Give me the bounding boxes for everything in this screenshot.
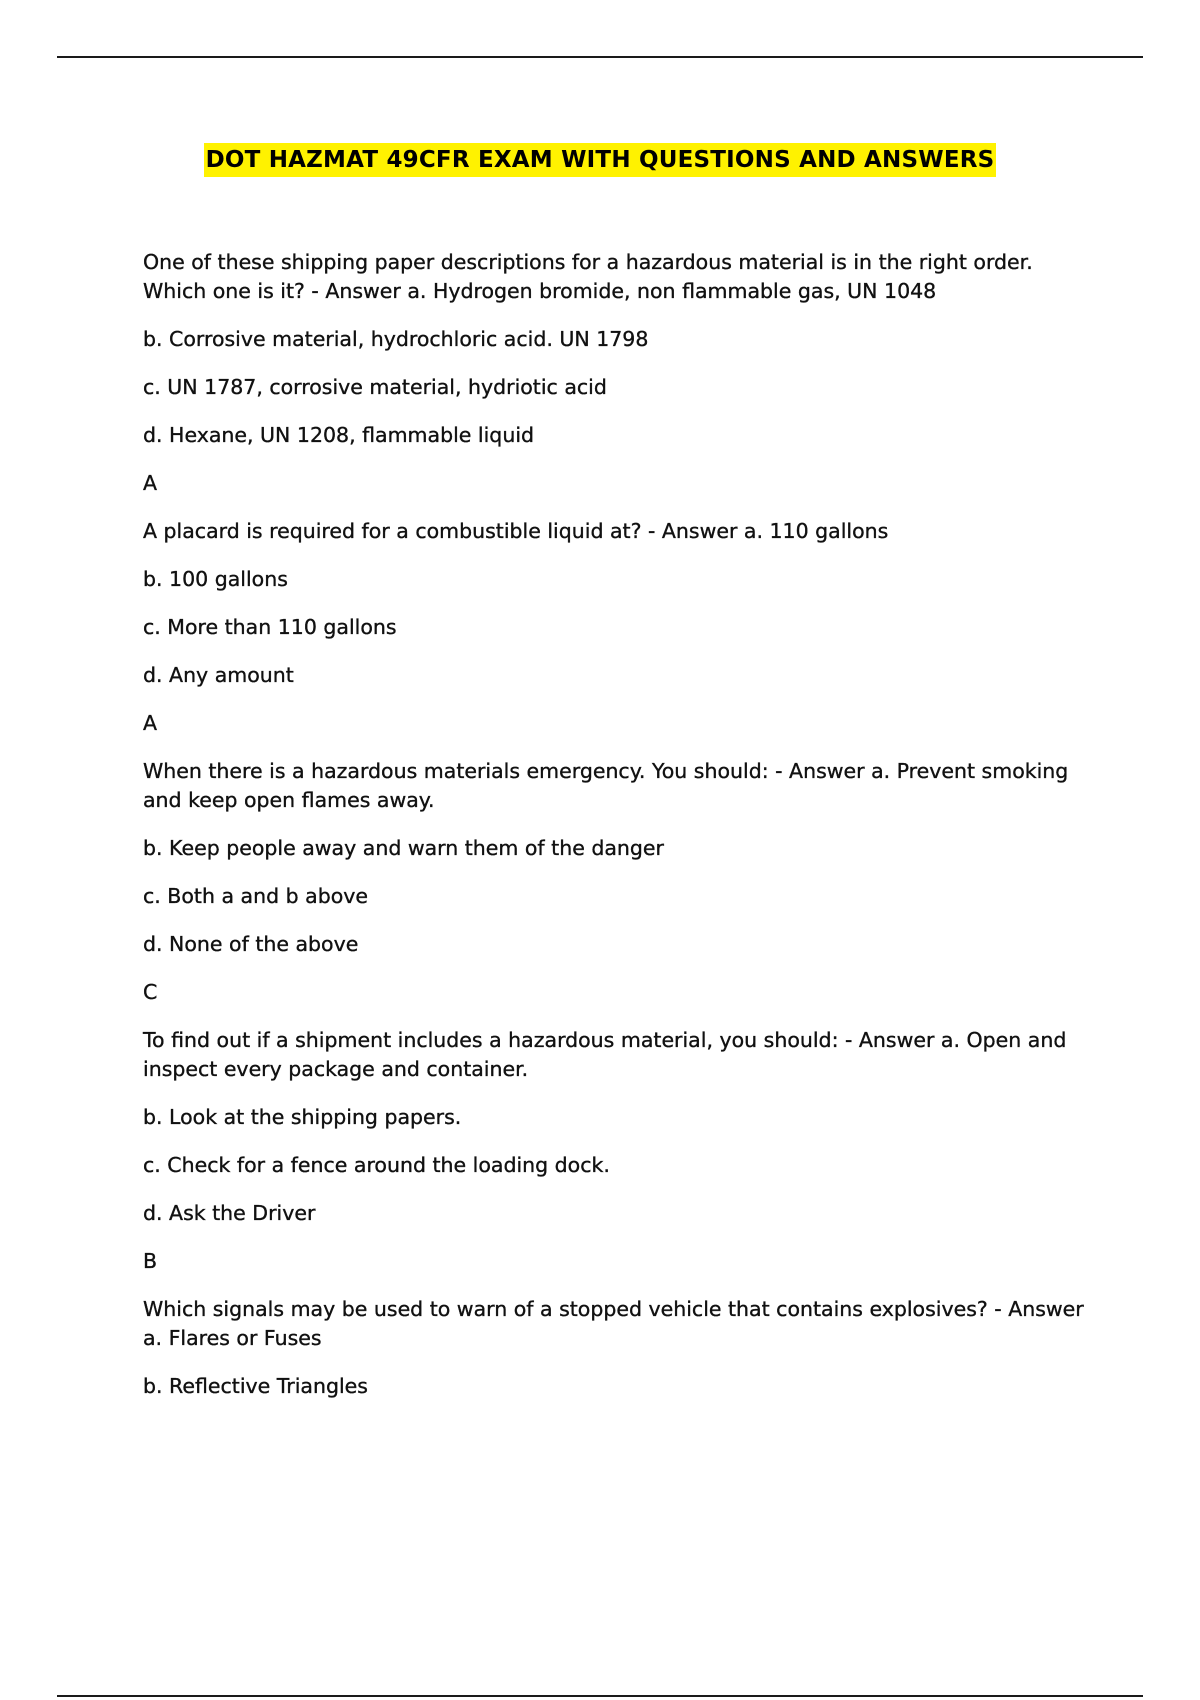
document-title: DOT HAZMAT 49CFR EXAM WITH QUESTIONS AND ANSWERS [204, 143, 997, 177]
question-2-option-c: c. More than 110 gallons [143, 615, 397, 639]
question-3-answer: C [143, 980, 158, 1004]
question-4: To find out if a shipment includes a hazardous material, you should: - Answer a. Open and inspect every package and container. [143, 1028, 1067, 1081]
question-2-answer: A [143, 711, 158, 735]
question-3-option-b: b. Keep people away and warn them of the danger [143, 836, 664, 860]
question-5-option-b: b. Reflective Triangles [143, 1374, 368, 1398]
question-3-option-d: d. None of the above [143, 932, 359, 956]
question-4-option-c: c. Check for a fence around the loading dock. [143, 1153, 610, 1177]
question-1-answer: A [143, 471, 158, 495]
question-4-option-d: d. Ask the Driver [143, 1201, 316, 1225]
question-1-option-c: c. UN 1787, corrosive material, hydriotic acid [143, 375, 607, 399]
question-3: When there is a hazardous materials emergency. You should: - Answer a. Prevent smoking and keep open flames away. [143, 759, 1069, 812]
question-2-option-d: d. Any amount [143, 663, 294, 687]
title-container [0, 143, 1200, 177]
question-1-option-d: d. Hexane, UN 1208, flammable liquid [143, 423, 535, 447]
question-2-option-b: b. 100 gallons [143, 567, 288, 591]
footer-rule [57, 1695, 1143, 1697]
question-3-option-c: c. Both a and b above [143, 884, 369, 908]
question-1-option-b: b. Corrosive material, hydrochloric acid. UN 1798 [143, 327, 649, 351]
question-2: A placard is required for a combustible liquid at? - Answer a. 110 gallons [143, 519, 889, 543]
question-4-option-b: b. Look at the shipping papers. [143, 1105, 462, 1129]
document-body [143, 248, 1088, 1420]
header-rule [57, 56, 1143, 58]
question-4-answer: B [143, 1249, 158, 1273]
question-1: One of these shipping paper descriptions for a hazardous material is in the right order. Which one is it? - Answer a. Hydrogen bromide, non flammable gas, UN 1048 [143, 250, 1033, 303]
question-5: Which signals may be used to warn of a stopped vehicle that contains explosives? - Answer a. Flares or Fuses [143, 1297, 1084, 1350]
